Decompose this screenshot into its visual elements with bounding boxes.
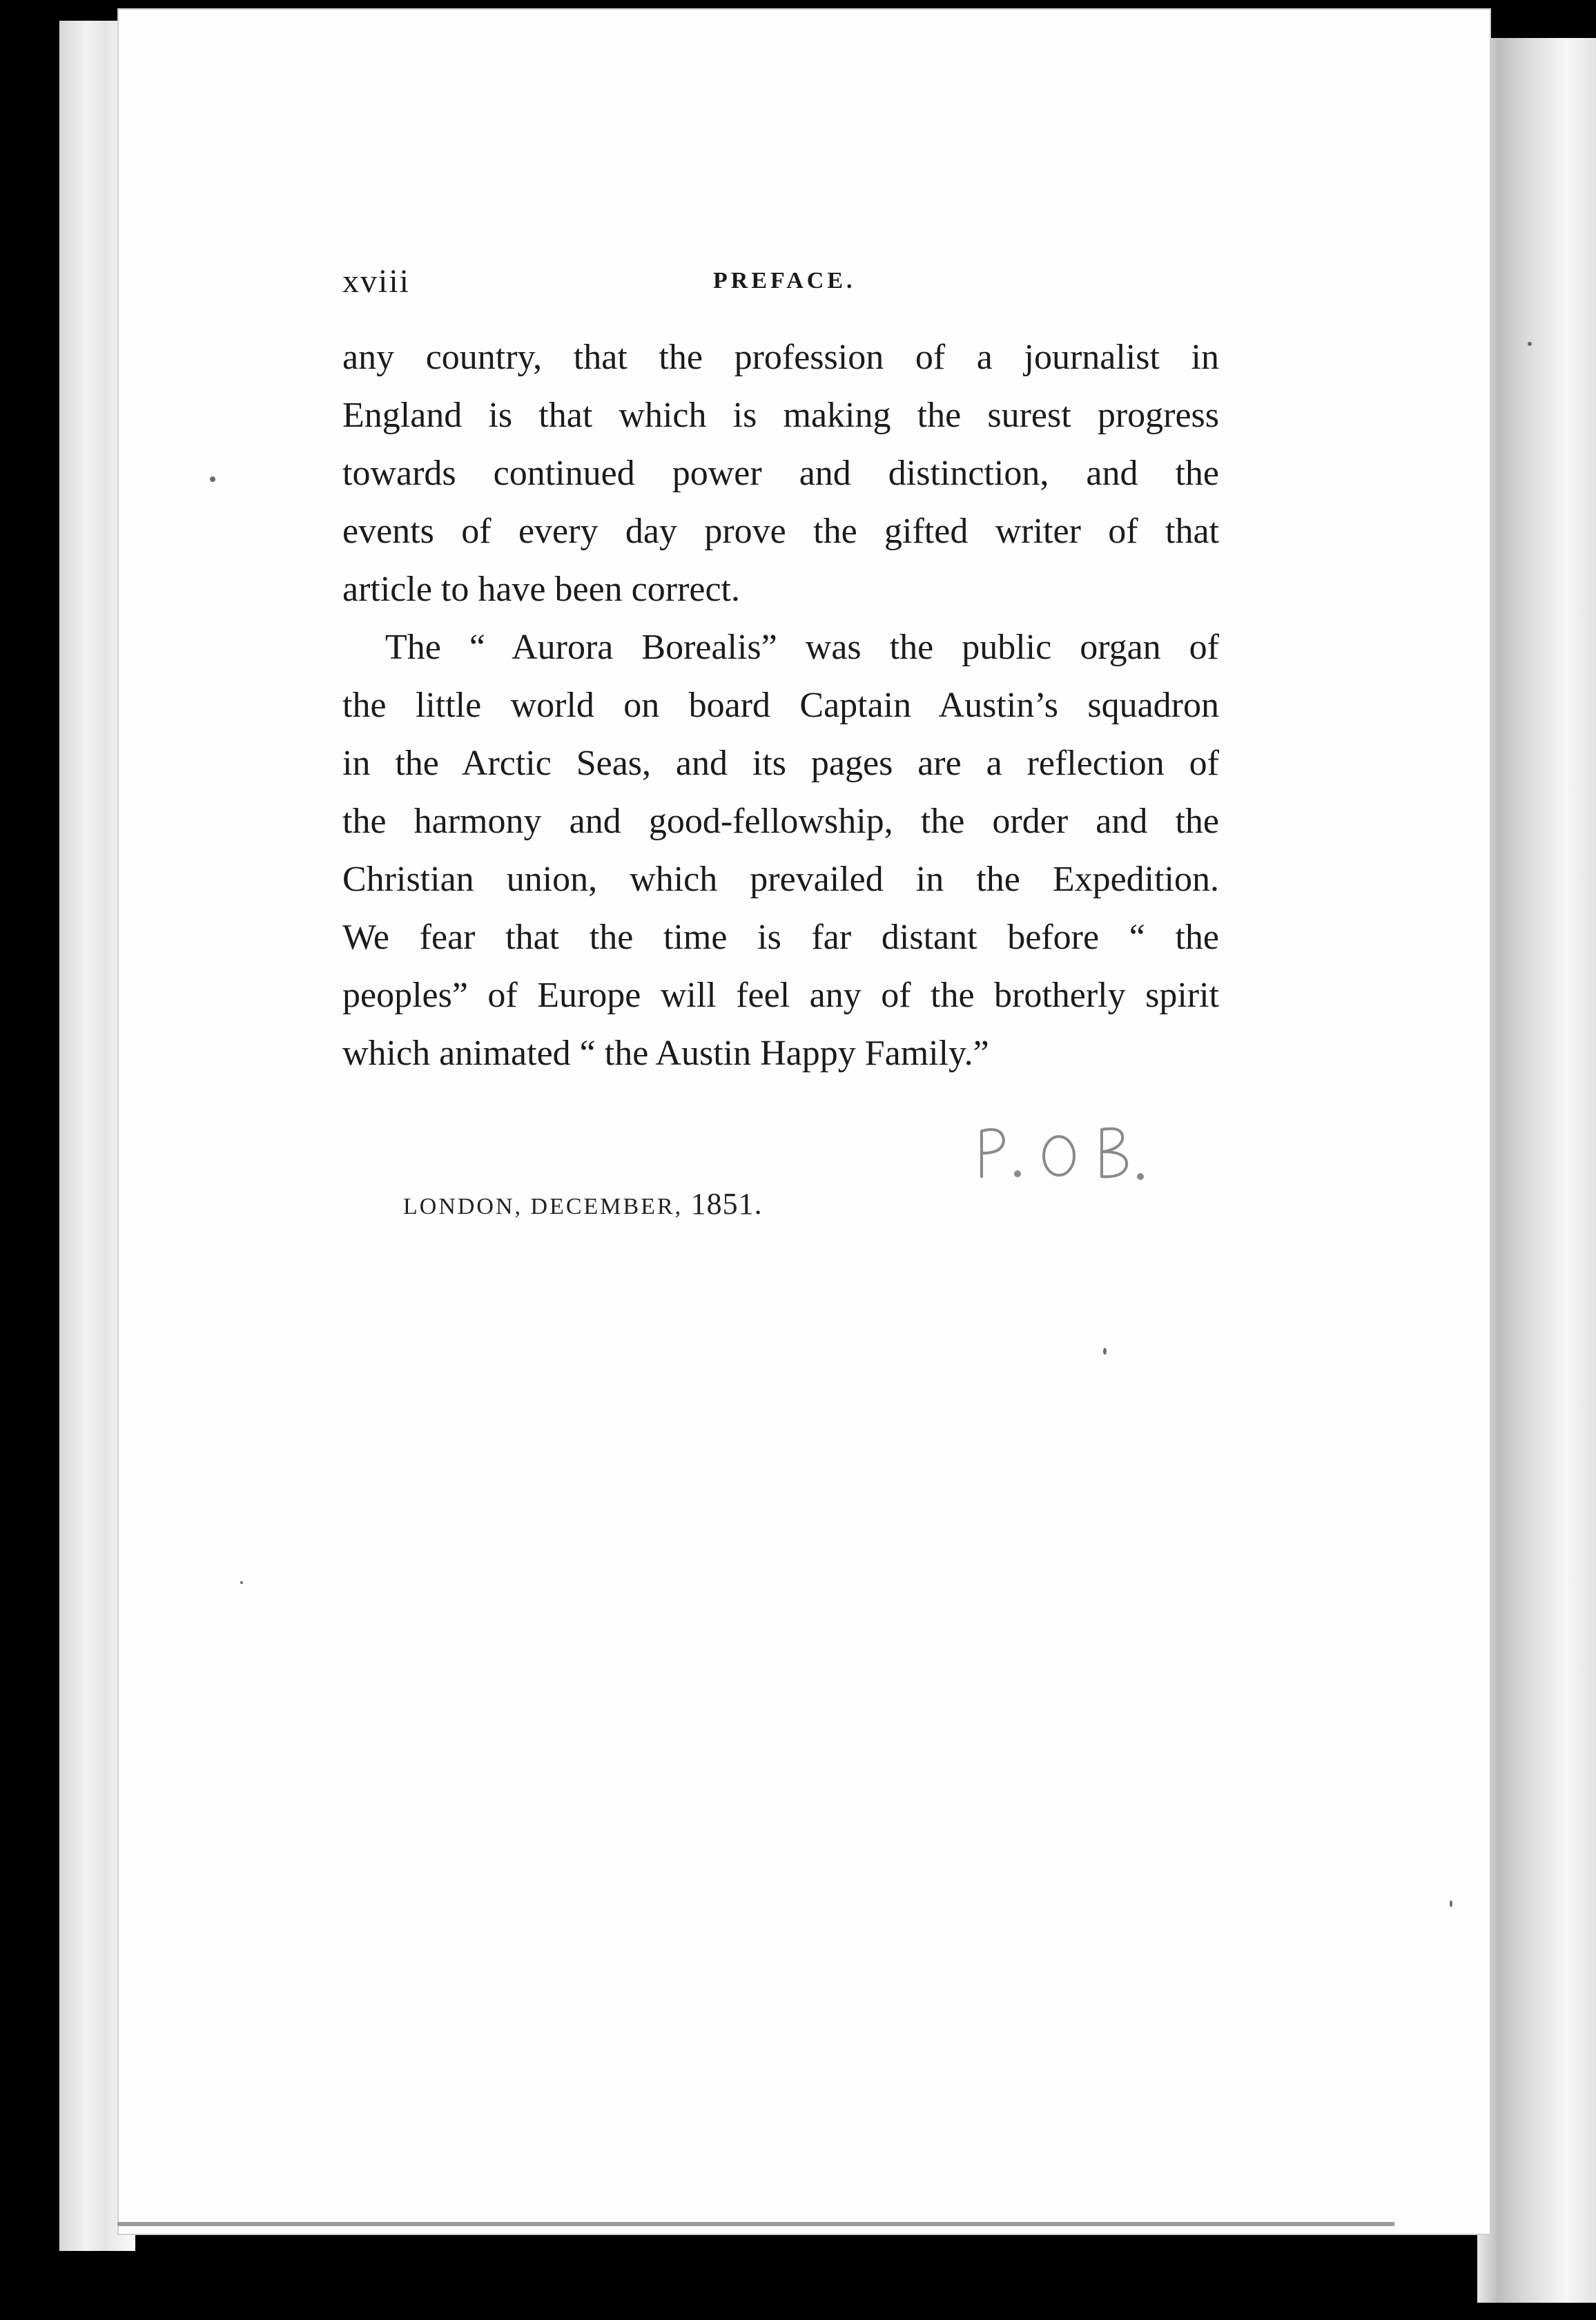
section-title: PREFACE. bbox=[713, 268, 856, 293]
text-line: The “ Aurora Borealis” was the public organ of bbox=[385, 628, 1219, 667]
dateline-year: 1851. bbox=[690, 1187, 763, 1221]
text-line: England is that which is making the surest progress bbox=[342, 396, 1219, 435]
scan-speck bbox=[1103, 1348, 1107, 1355]
running-head bbox=[342, 262, 1219, 304]
paragraph-1 bbox=[342, 329, 1219, 619]
scan-speck bbox=[1450, 1900, 1452, 1907]
text-line: article to have been correct. bbox=[342, 570, 740, 609]
text-line: events of every day prove the gifted writer of that bbox=[342, 512, 1219, 551]
text-line: towards continued power and distinction, and the bbox=[342, 454, 1219, 493]
dateline bbox=[403, 1186, 763, 1221]
scan-speck bbox=[210, 476, 215, 482]
page-number: xviii bbox=[342, 263, 411, 300]
handwritten-library-mark bbox=[972, 1121, 1151, 1183]
text-line: the harmony and good-fellowship, the order and the bbox=[342, 802, 1219, 841]
text-line: peoples” of Europe will feel any of the brotherly spirit bbox=[342, 976, 1219, 1015]
text-line: which animated “ the Austin Happy Family.” bbox=[342, 1034, 989, 1073]
text-line: Christian union, which prevailed in the Expedition. bbox=[342, 860, 1219, 899]
book-page-edges-right bbox=[1477, 38, 1596, 2303]
text-line: in the Arctic Seas, and its pages are a reflection of bbox=[342, 744, 1219, 783]
text-line: the little world on board Captain Austin’s squadron bbox=[342, 686, 1219, 725]
text-line: any country, that the profession of a journalist in bbox=[342, 338, 1219, 377]
text-line: We fear that the time is far distant before “ the bbox=[342, 918, 1219, 957]
scan-speck bbox=[1528, 342, 1532, 346]
paragraph-2 bbox=[342, 619, 1219, 1083]
page-bottom-edge bbox=[117, 2222, 1394, 2226]
dateline-place-month: LONDON, DECEMBER, bbox=[403, 1194, 683, 1219]
scan-speck bbox=[240, 1581, 243, 1584]
body-text bbox=[342, 329, 1219, 1083]
